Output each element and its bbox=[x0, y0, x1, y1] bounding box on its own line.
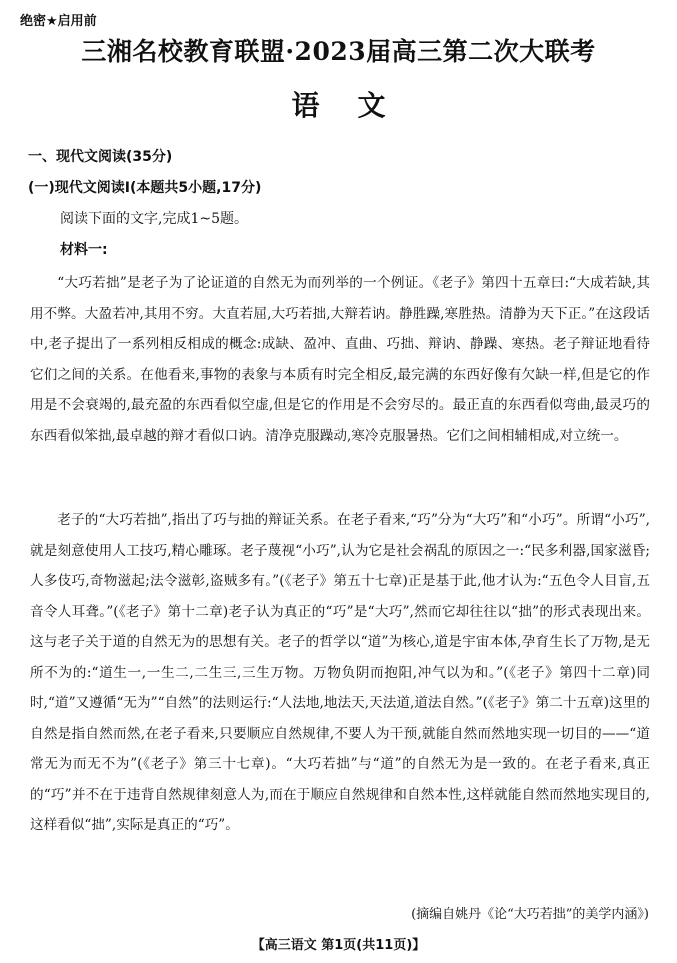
page-footer: 【高三语文 第1页(共11页)】 bbox=[251, 938, 426, 953]
material-label: 材料一: bbox=[60, 242, 108, 258]
section-title: 一、现代文阅读(35分) bbox=[28, 149, 173, 165]
exam-title: 三湘名校教育联盟·2023届高三第二次大联考 bbox=[81, 37, 596, 66]
subsection-title: (一)现代文阅读Ⅰ(本题共5小题,17分) bbox=[28, 180, 262, 196]
subject-title: 语文 bbox=[291, 89, 424, 122]
passage-paragraph-1: “大巧若拙”是老子为了论证道的自然无为而列举的一个例证。《老子》第四十五章曰:“大成若缺,其用不弊。大盈若冲,其用不穷。大直若屈,大巧若拙,大辩若讷。静胜躁,寒胜热。清静为天下正。”在这段话中,老子提出了一系列相反相成的概念:成缺、盈冲、直曲、巧拙、辩讷、静躁、寒热。老子辩证地看待它们之间的关系。在他看来,事物的表象与本质有时完全相反,最完满的东西好像有欠缺一样,但是它的作用是不会衰竭的,最充盈的东西看似空虚,但是它的作用是不会穷尽的。最正直的东西看似弯曲,最灵巧的东西看似笨拙,最卓越的辩才看似口讷。清净克服躁动,寒冷克服暑热。它们之间相辅相成,对立统一。 bbox=[30, 275, 650, 444]
reading-instruction: 阅读下面的文字,完成1~5题。 bbox=[60, 211, 248, 227]
confidential-mark: 绝密★启用前 bbox=[20, 14, 97, 29]
passage-source: (摘编自姚丹《论“大巧若拙”的美学内涵》) bbox=[411, 907, 649, 922]
passage-paragraph-2: 老子的“大巧若拙”,指出了巧与拙的辩证关系。在老子看来,“巧”分为“大巧”和“小巧”。所谓“小巧”,就是刻意使用人工技巧,精心雕琢。老子蔑视“小巧”,认为它是社会祸乱的原因之一:“民多利器,国家滋昏;人多伎巧,奇物滋起;法令滋彰,盗贼多有。”(《老子》第五十七章)正是基于此,他才认为:“五色令人目盲,五音令人耳聋。”(《老子》第十二章)老子认为真正的“巧”是“大巧”,然而它却往往以“拙”的形式表现出来。这与老子关于道的自然无为的思想有关。老子的哲学以“道”为核心,道是宇宙本体,孕育生长了万物,是无所不为的:“道生一,一生二,二生三,三生万物。万物负阴而抱阳,冲气以为和。”(《老子》第四十二章)同时,“道”又遵循“无为”“自然”的法则运行:“人法地,地法天,天法道,道法自然。”(《老子》第二十五章)这里的自然是指自然而然,在老子看来,只要顺应自然规律,不要人为干预,就能自然而然地实现一切目的——“道常无为而无不为”(《老子》第三十七章)。“大巧若拙”与“道”的自然无为是一致的。在老子看来,真正的“巧”并不在于违背自然规律刻意人为,而在于顺应自然规律和自然本性,这样就能自然而然地实现目的,这样看似“拙”,实际是真正的“巧”。 bbox=[30, 512, 650, 833]
